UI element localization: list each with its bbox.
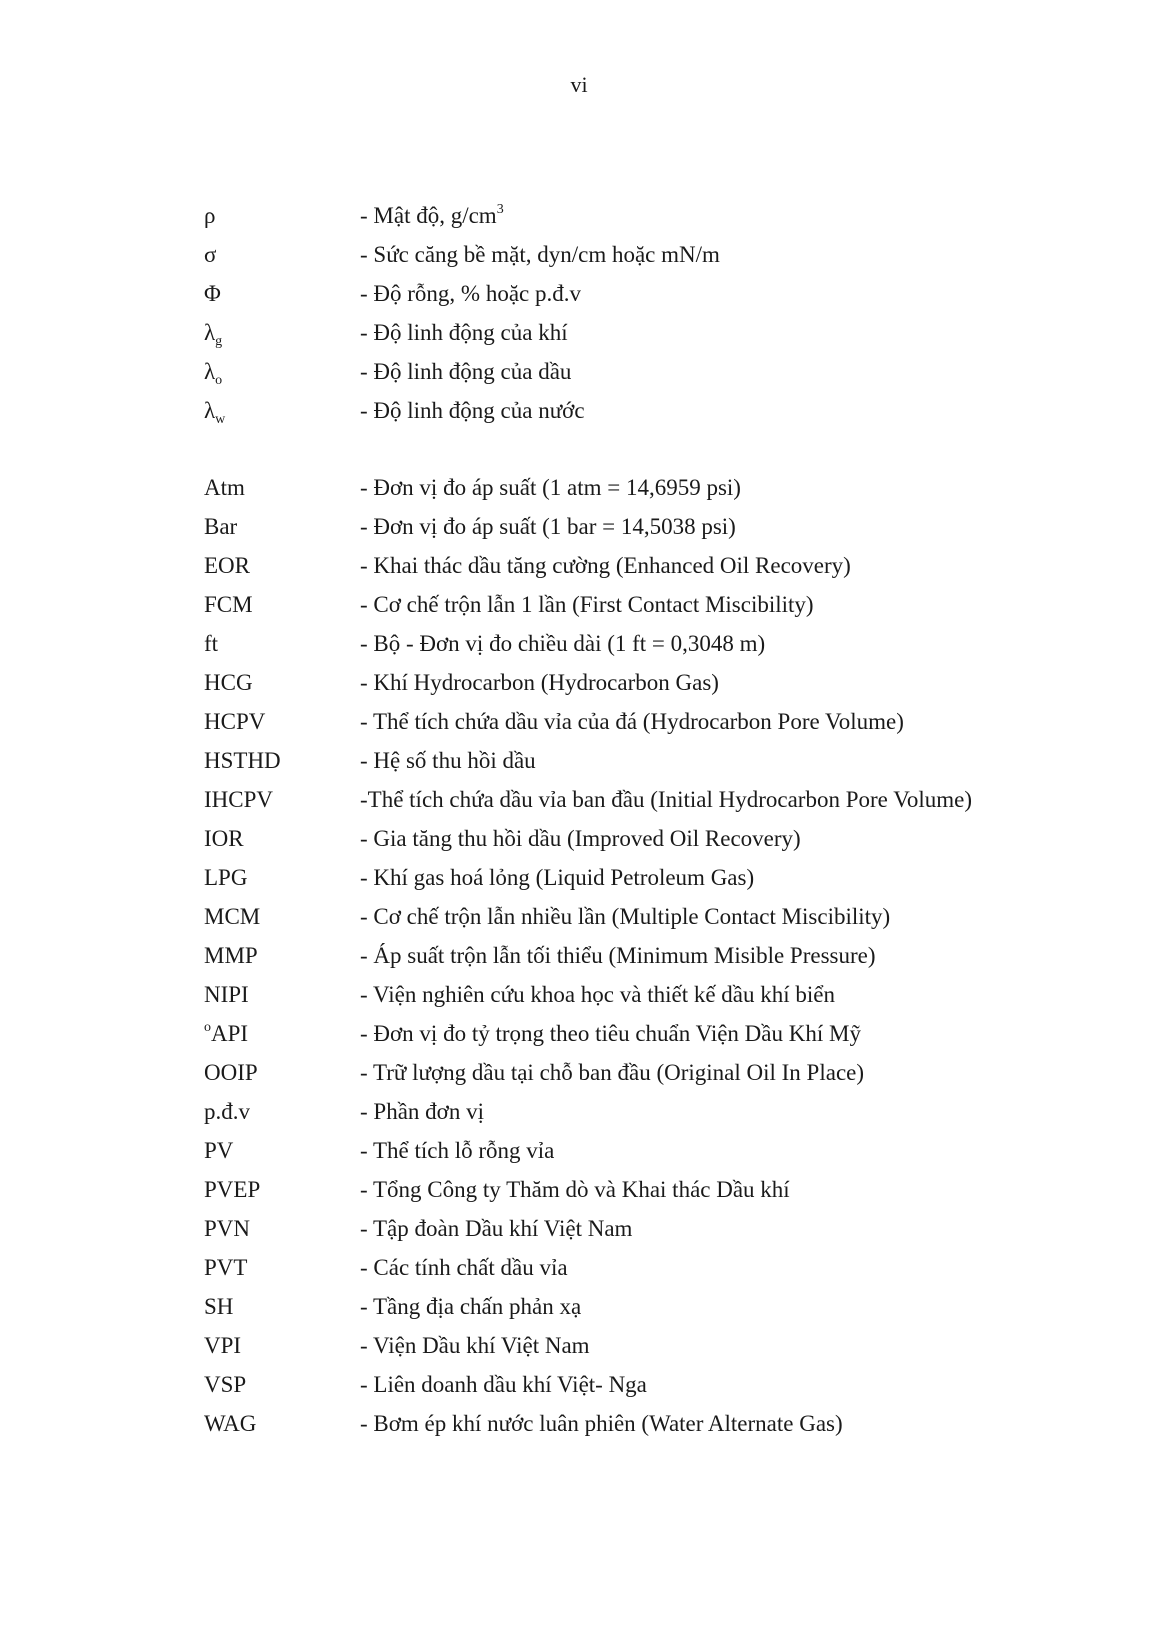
abbr-definition: - Viện nghiên cứu khoa học và thiết kế dầu khí biển: [360, 982, 836, 1007]
abbr-row: [204, 624, 1104, 663]
symbol-definition: - Độ linh động của dầu: [360, 359, 572, 384]
abbr-term: Bar: [204, 514, 238, 539]
abbr-definition: - Viện Dầu khí Việt Nam: [360, 1333, 590, 1358]
symbol-row-phi: [204, 274, 1104, 313]
abbr-term: VPI: [204, 1333, 242, 1358]
abbr-row: [204, 1092, 1104, 1131]
abbr-term: NIPI: [204, 982, 249, 1007]
abbr-term: OOIP: [204, 1060, 258, 1085]
abbr-row: [204, 1131, 1104, 1170]
abbr-definition: - Đơn vị đo tỷ trọng theo tiêu chuẩn Viện Dầu Khí Mỹ: [360, 1021, 861, 1046]
abbr-term: EOR: [204, 553, 250, 578]
abbr-row: [204, 936, 1104, 975]
abbr-term: Atm: [204, 475, 245, 500]
abbr-term: FCM: [204, 592, 253, 617]
abbr-row: [204, 1365, 1104, 1404]
abbr-term: MMP: [204, 943, 258, 968]
abbr-definition: - Tập đoàn Dầu khí Việt Nam: [360, 1216, 633, 1241]
abbr-term: IOR: [204, 826, 244, 851]
abbr-row: [204, 1170, 1104, 1209]
abbr-definition: - Bộ - Đơn vị đo chiều dài (1 ft = 0,3048 m): [360, 631, 766, 656]
abbr-term: ft: [204, 631, 219, 656]
abbr-term: HSTHD: [204, 748, 281, 773]
abbr-definition: - Trữ lượng dầu tại chỗ ban đầu (Original Oil In Place): [360, 1060, 865, 1085]
superscript: 3: [496, 202, 504, 217]
abbr-definition: - Phần đơn vị: [360, 1099, 484, 1124]
symbol-row-lambda-o: [204, 352, 1104, 391]
abbr-row: [204, 858, 1104, 897]
symbol-term: $\lambda_w$: [204, 398, 226, 427]
abbr-term: PVN: [204, 1216, 251, 1241]
abbr-row: [204, 1014, 1104, 1053]
section-spacer: [204, 430, 1104, 468]
abbr-term: PV: [204, 1138, 234, 1163]
abbr-definition: - Thể tích lỗ rỗng vỉa: [360, 1138, 555, 1163]
abbr-term: PVT: [204, 1255, 248, 1280]
page-number: vi: [570, 72, 588, 97]
subscript: w: [215, 412, 226, 427]
abbr-term: HCG: [204, 670, 253, 695]
abbr-row: [204, 1053, 1104, 1092]
abbr-row: [204, 1287, 1104, 1326]
abbr-row: [204, 1404, 1104, 1443]
abbr-definition: - Khí gas hoá lỏng (Liquid Petroleum Gas): [360, 865, 755, 890]
abbr-definition: - Khai thác dầu tăng cường (Enhanced Oil Recovery): [360, 553, 851, 578]
symbol-row-sigma: [204, 235, 1104, 274]
subscript: o: [215, 373, 223, 388]
symbol-term: $\lambda_g$: [204, 320, 223, 349]
abbr-term: HCPV: [204, 709, 266, 734]
abbr-term: PVEP: [204, 1177, 261, 1202]
abbr-row: [204, 741, 1104, 780]
abbreviation-list: [204, 196, 1104, 1443]
abbr-term: MCM: [204, 904, 261, 929]
abbr-term: SH: [204, 1294, 234, 1319]
symbol-term: Φ: [204, 281, 221, 306]
abbr-row: [204, 546, 1104, 585]
abbr-definition: - Đơn vị đo áp suất (1 atm = 14,6959 psi): [360, 475, 741, 500]
symbol-definition: - Độ rỗng, % hoặc p.đ.v: [360, 281, 582, 306]
abbr-definition: - Hệ số thu hồi dầu: [360, 748, 536, 773]
abbr-definition: - Thể tích chứa dầu vỉa của đá (Hydrocarbon Pore Volume): [360, 709, 904, 734]
abbr-row: [204, 819, 1104, 858]
symbol-term: $\lambda_o$: [204, 359, 223, 388]
abbr-row: [204, 1248, 1104, 1287]
abbr-row: [204, 663, 1104, 702]
abbr-term: VSP: [204, 1372, 247, 1397]
symbol-definition: - Độ linh động của nước: [360, 398, 585, 423]
degree-superscript: o: [204, 1020, 211, 1035]
symbol-row-lambda-w: [204, 391, 1104, 430]
abbr-definition: - Cơ chế trộn lẫn nhiều lần (Multiple Contact Miscibility): [360, 904, 891, 929]
abbr-row: [204, 1209, 1104, 1248]
symbol-definition: - Sức căng bề mặt, dyn/cm hoặc mN/m: [360, 242, 720, 267]
abbr-definition: - Cơ chế trộn lẫn 1 lần (First Contact Miscibility): [360, 592, 814, 617]
abbr-row: [204, 507, 1104, 546]
abbr-definition: - Tầng địa chấn phản xạ: [360, 1294, 582, 1319]
symbol-definition: - Mật độ, $g/cm^3$: [360, 202, 504, 228]
abbr-definition: - Khí Hydrocarbon (Hydrocarbon Gas): [360, 670, 719, 695]
abbr-row: [204, 702, 1104, 741]
abbr-term: WAG: [204, 1411, 257, 1436]
abbr-term: p.đ.v: [204, 1099, 250, 1124]
abbr-definition: - Các tính chất dầu vỉa: [360, 1255, 568, 1280]
symbol-term: σ: [204, 242, 217, 267]
abbr-definition: - Gia tăng thu hồi dầu (Improved Oil Recovery): [360, 826, 801, 851]
abbr-definition: - Bơm ép khí nước luân phiên (Water Alternate Gas): [360, 1411, 843, 1436]
abbr-term: $^o$API: [204, 1020, 249, 1046]
abbr-definition: - Tổng Công ty Thăm dò và Khai thác Dầu khí: [360, 1177, 790, 1202]
symbol-term: ρ: [204, 203, 216, 228]
subscript: g: [215, 334, 223, 349]
abbr-definition: - Áp suất trộn lẫn tối thiểu (Minimum Misible Pressure): [360, 943, 876, 968]
abbr-definition: - Đơn vị đo áp suất (1 bar = 14,5038 psi): [360, 514, 736, 539]
symbol-definition: - Độ linh động của khí: [360, 320, 568, 345]
abbr-row: [204, 1326, 1104, 1365]
abbr-row: [204, 897, 1104, 936]
symbol-row-rho: [204, 196, 1104, 235]
abbr-term: IHCPV: [204, 787, 274, 812]
abbr-row: [204, 468, 1104, 507]
abbr-row: [204, 975, 1104, 1014]
symbol-row-lambda-g: [204, 313, 1104, 352]
abbr-definition: - Liên doanh dầu khí Việt- Nga: [360, 1372, 647, 1397]
abbr-row: [204, 780, 1104, 819]
abbr-row: [204, 585, 1104, 624]
abbr-term: LPG: [204, 865, 248, 890]
abbr-definition: -Thể tích chứa dầu vỉa ban đầu (Initial Hydrocarbon Pore Volume): [360, 787, 972, 812]
